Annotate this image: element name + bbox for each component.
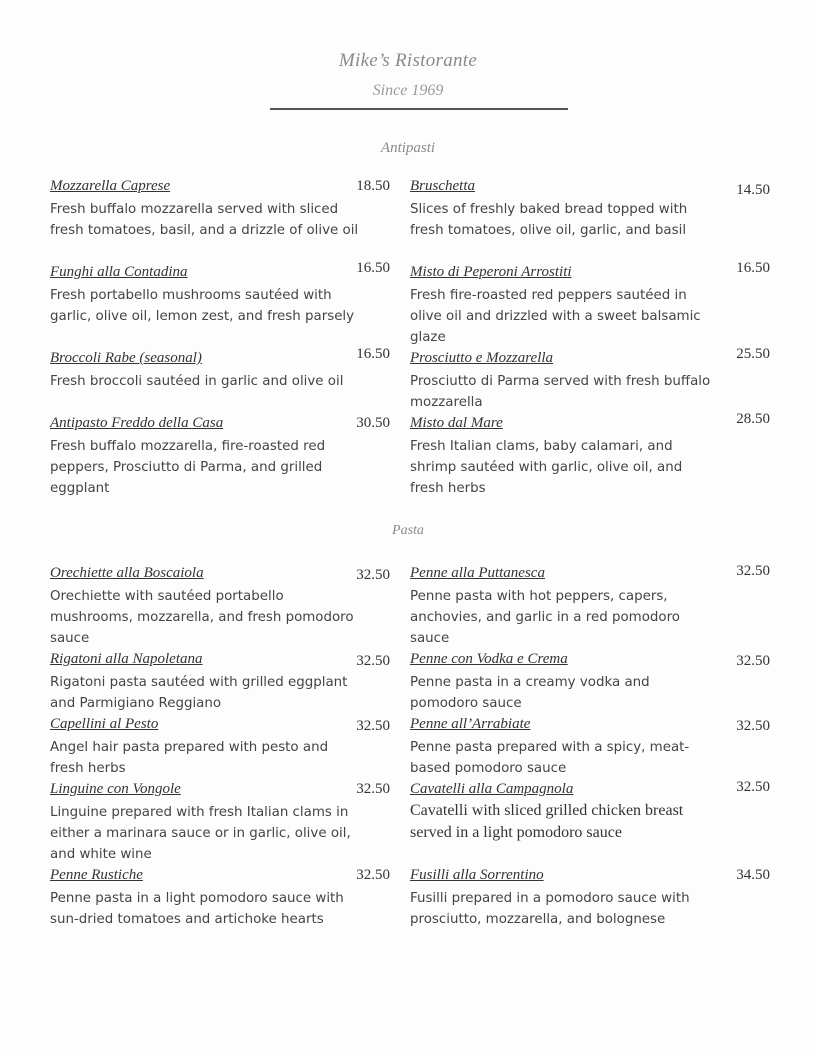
menu-item-name: Rigatoni alla Napoletana <box>50 651 203 667</box>
menu-item-name: Mozzarella Caprese <box>50 178 171 194</box>
menu-item-description: Orechiette with sautéed portabello mushrooms, mozzarella, and fresh pomodoro sauce <box>50 589 354 646</box>
menu-item-description: Penne pasta prepared with a spicy, meat-based pomodoro sauce <box>410 740 690 776</box>
menu-item-price: 32.50 <box>356 867 390 883</box>
menu-item-price: 34.50 <box>736 867 770 883</box>
menu-item-price: 32.50 <box>356 718 390 734</box>
menu-item-description: Slices of freshly baked bread topped with fresh tomatoes, olive oil, garlic, and basil <box>410 202 688 238</box>
menu-item-name: Misto dal Mare <box>410 415 503 431</box>
menu-item-name: Bruschetta <box>410 178 475 194</box>
menu-item-name: Prosciutto e Mozzarella <box>410 350 554 366</box>
menu-item-price: 28.50 <box>736 411 770 427</box>
menu-item-name: Capellini al Pesto <box>50 716 159 732</box>
menu-item-name: Misto di Peperoni Arrostiti <box>410 264 572 280</box>
menu-item-price: 16.50 <box>736 260 770 276</box>
menu-item-price: 32.50 <box>356 781 390 797</box>
menu-item-description: Fresh buffalo mozzarella, fire-roasted red peppers, Prosciutto di Parma, and grilled eggplant <box>50 439 326 496</box>
menu-item-price: 32.50 <box>736 563 770 579</box>
menu-item-description: Penne pasta in a light pomodoro sauce with sun-dried tomatoes and artichoke hearts <box>50 891 344 927</box>
menu-item-description: Fresh buffalo mozzarella served with sliced fresh tomatoes, basil, and a drizzle of olive oil <box>50 202 359 238</box>
menu-item-name: Cavatelli alla Campagnola <box>410 781 574 797</box>
menu-item-name: Penne Rustiche <box>50 867 143 883</box>
menu-item-name: Linguine con Vongole <box>50 781 181 797</box>
menu-item-name: Penne all’Arrabiate <box>410 716 531 732</box>
menu-item-price: 18.50 <box>356 178 390 194</box>
menu-item-description: Prosciutto di Parma served with fresh buffalo mozzarella <box>410 374 711 410</box>
menu-item-price: 14.50 <box>736 182 770 198</box>
menu-item-price: 16.50 <box>356 260 390 276</box>
menu-item-name: Fusilli alla Sorrentino <box>410 867 544 883</box>
menu-item-description: Rigatoni pasta sautéed with grilled eggplant and Parmigiano Reggiano <box>50 675 348 711</box>
menu-item-name: Penne alla Puttanesca <box>410 565 545 581</box>
menu-item-price: 32.50 <box>356 567 390 583</box>
menu-item-name: Antipasto Freddo della Casa <box>50 415 224 431</box>
menu-item-name: Penne con Vodka e Crema <box>410 651 568 667</box>
menu-item-price: 32.50 <box>736 653 770 669</box>
menu-item-price: 32.50 <box>356 653 390 669</box>
menu-item-description: Fresh fire-roasted red peppers sautéed in olive oil and drizzled with a sweet balsamic glaze <box>410 288 701 345</box>
menu-item-name: Funghi alla Contadina <box>50 264 188 280</box>
menu-item-description: Cavatelli with sliced grilled chicken breast served in a light pomodoro sauce <box>410 802 684 841</box>
menu-item-description: Angel hair pasta prepared with pesto and fresh herbs <box>50 740 329 776</box>
section-title-antipasti: Antipasti <box>380 140 436 156</box>
menu-item-description: Fresh portabello mushrooms sautéed with garlic, olive oil, lemon zest, and fresh parsely <box>50 288 355 324</box>
menu-item-price: 32.50 <box>736 718 770 734</box>
header-divider <box>270 108 568 110</box>
menu-item-description: Fusilli prepared in a pomodoro sauce with prosciutto, mozzarella, and bolognese <box>410 891 690 927</box>
section-title-pasta: Pasta <box>392 523 424 538</box>
restaurant-since: Since 1969 <box>372 82 444 99</box>
menu-item-description: Fresh Italian clams, baby calamari, and shrimp sautéed with garlic, olive oil, and fresh herbs <box>410 439 683 496</box>
menu-item-price: 16.50 <box>356 346 390 362</box>
menu-item-name: Orechiette alla Boscaiola <box>50 565 204 581</box>
menu-item-description: Fresh broccoli sautéed in garlic and olive oil <box>50 374 344 389</box>
menu-item-description: Penne pasta in a creamy vodka and pomodoro sauce <box>410 675 650 711</box>
menu-item-name: Broccoli Rabe (seasonal) <box>50 350 202 366</box>
menu-item-description: Linguine prepared with fresh Italian clams in either a marinara sauce or in garlic, olive oil, and white wine <box>50 805 351 862</box>
menu-item-price: 30.50 <box>356 415 390 431</box>
menu-item-description: Penne pasta with hot peppers, capers, anchovies, and garlic in a red pomodoro sauce <box>410 589 680 646</box>
menu-item-price: 32.50 <box>736 779 770 795</box>
menu-item-price: 25.50 <box>736 346 770 362</box>
restaurant-name: Mike’s Ristorante <box>338 50 478 71</box>
